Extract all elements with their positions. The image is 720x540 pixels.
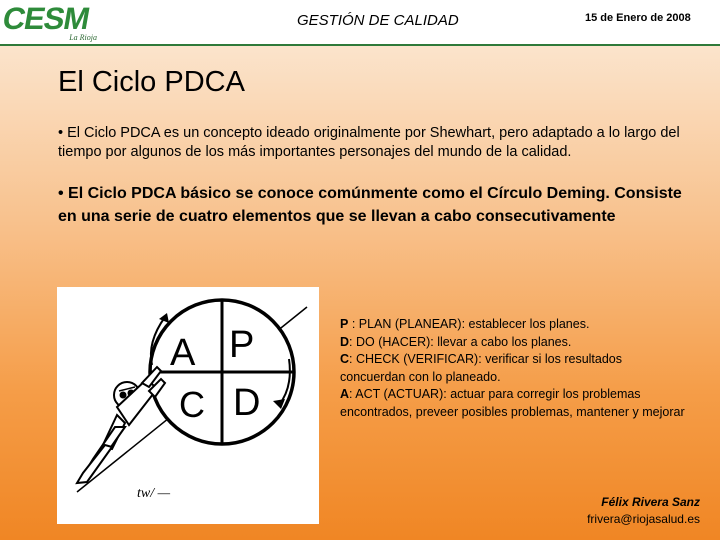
legend-text: : CHECK (VERIFICAR): verificar si los resultados concuerdan con lo planeado. xyxy=(340,352,623,384)
quadrant-letter-c: C xyxy=(179,384,205,425)
legend-text: : DO (HACER): llevar a cabo los planes. xyxy=(349,334,572,349)
arrow-head-left-icon xyxy=(159,313,169,323)
slide-header xyxy=(0,0,720,44)
legend-text: : ACT (ACTUAR): actuar para corregir los problemas encontrados, preveer posibles problemas, mantener y mejorar xyxy=(340,387,685,419)
pushing-man-figure xyxy=(77,367,165,483)
slide-title: El Ciclo PDCA xyxy=(58,66,245,98)
author-email: frivera@riojasalud.es xyxy=(587,512,700,526)
logo-subtitle: La Rioja xyxy=(69,33,97,42)
quadrant-letter-p: P xyxy=(229,324,255,366)
pdca-legend xyxy=(340,316,685,421)
pdca-cartoon-svg xyxy=(57,287,319,524)
legend-key: P xyxy=(340,317,349,331)
author-name: Félix Rivera Sanz xyxy=(601,495,700,509)
bullet-paragraph-2: • El Ciclo PDCA básico se conoce comúnmente como el Círculo Deming. Consiste en una serie de cuatro elementos que se llevan a cabo consecutivamente xyxy=(58,185,682,225)
legend-item-act xyxy=(340,386,685,421)
header-title: GESTIÓN DE CALIDAD xyxy=(297,12,459,29)
header-date: 15 de Enero de 2008 xyxy=(585,12,691,24)
legend-key: D xyxy=(340,334,350,349)
legend-item-plan xyxy=(340,316,685,334)
legend-text: : PLAN (PLANEAR): establecer los planes. xyxy=(348,317,590,331)
legend-item-check xyxy=(340,351,685,386)
logo-text: CESM xyxy=(0,1,92,36)
quadrant-letter-a: A xyxy=(170,332,196,374)
legend-item-do xyxy=(340,334,685,352)
cesm-logo xyxy=(0,1,103,42)
legend-key: A xyxy=(340,387,350,401)
quadrant-letter-d: D xyxy=(233,382,261,424)
bullet-paragraph-1: • El Ciclo PDCA es un concepto ideado originalmente por Shewhart, pero adaptado a lo largo del tiempo por algunos de los más importantes personajes del mundo de la calidad. xyxy=(58,125,680,160)
author-block xyxy=(587,494,700,528)
legend-key: C xyxy=(340,352,350,366)
pdca-cartoon-illustration xyxy=(57,287,319,524)
artist-signature: tw/ — xyxy=(137,486,171,501)
